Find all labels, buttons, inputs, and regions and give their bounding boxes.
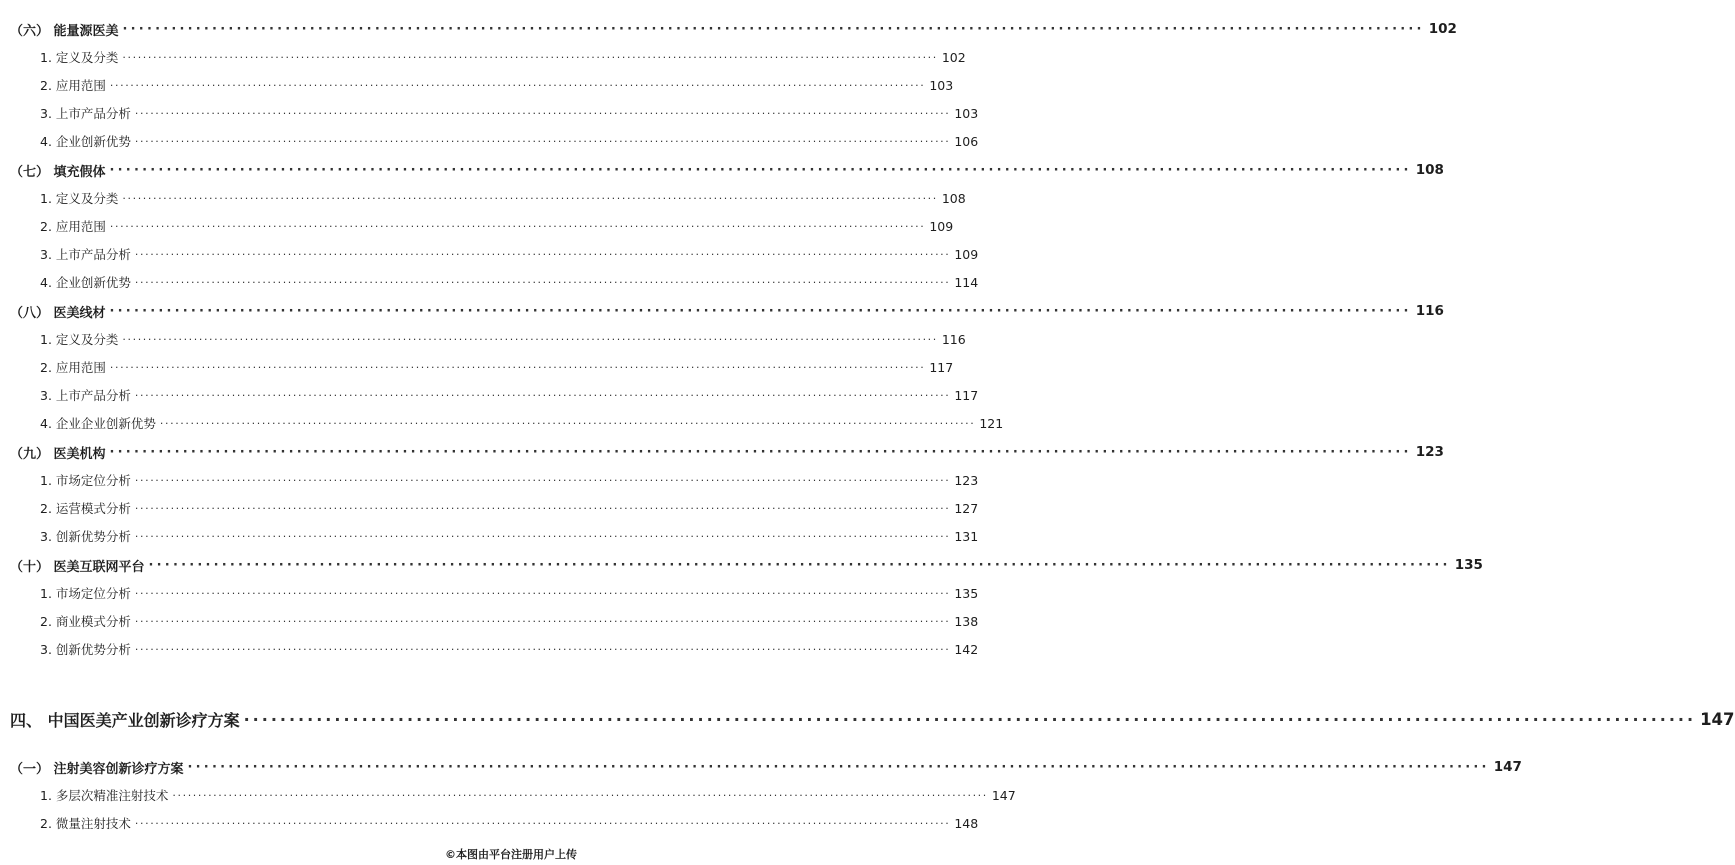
toc-page-number: 147 [1700, 709, 1735, 729]
dot-leader: ································································································································································ [134, 529, 951, 543]
toc-item[interactable] [0, 328, 966, 350]
toc-item[interactable] [0, 582, 979, 604]
toc-section-6[interactable] [0, 18, 1457, 40]
dot-leader: ································································································································································ [134, 642, 951, 656]
dot-leader: ································································································································································ [187, 759, 1490, 775]
toc-section-title: （一） 注射美容创新诊疗方案 [10, 761, 184, 777]
toc-section-7[interactable] [0, 159, 1444, 181]
dot-leader: ································································································································································ [134, 134, 951, 148]
toc-item[interactable] [0, 102, 979, 124]
dot-leader: ································································································································································ [134, 473, 951, 487]
toc-item-title: 2. 商业模式分析 [40, 614, 131, 629]
toc-item-title: 3. 上市产品分析 [40, 106, 131, 121]
toc-item-title: 1. 市场定位分析 [40, 586, 131, 601]
watermark: ©本图由平台注册用户上传 [445, 848, 577, 861]
toc-item[interactable] [0, 130, 979, 152]
toc-item[interactable] [0, 638, 979, 660]
toc-page-number: 114 [954, 274, 979, 290]
toc-item-title: 2. 应用范围 [40, 219, 106, 234]
toc-item-title: 3. 上市产品分析 [40, 247, 131, 262]
toc-item[interactable] [0, 243, 979, 265]
toc-page-number: 103 [954, 105, 979, 121]
dot-leader: ································································································································································ [122, 21, 1425, 37]
dot-leader: ································································································································································ [243, 709, 1697, 729]
toc-item-title: 2. 应用范围 [40, 78, 106, 93]
toc-item-title: 2. 微量注射技术 [40, 816, 131, 831]
dot-leader: ································································································································································ [134, 816, 951, 830]
toc-page-number: 121 [979, 415, 1004, 431]
toc-section-10[interactable] [0, 554, 1483, 576]
toc-page-number: 135 [954, 585, 979, 601]
dot-leader: ································································································································································ [122, 191, 938, 205]
toc-item-title: 1. 市场定位分析 [40, 473, 131, 488]
toc-item[interactable] [0, 46, 966, 68]
toc-page-number: 147 [991, 787, 1016, 803]
dot-leader: ································································································································································ [134, 247, 951, 261]
toc-item[interactable] [0, 610, 979, 632]
toc-section-title: （七） 填充假体 [10, 164, 106, 180]
toc-item-title: 4. 企业创新优势 [40, 134, 131, 149]
toc-page-number: 127 [954, 500, 979, 516]
dot-leader: ································································································································································ [109, 303, 1412, 319]
toc-page-number: 109 [954, 246, 979, 262]
toc-section-8[interactable] [0, 300, 1444, 322]
toc-page-number: 138 [954, 613, 979, 629]
toc-page-number: 123 [954, 472, 979, 488]
toc-page-number: 117 [929, 359, 954, 375]
toc-page-number: 109 [929, 218, 954, 234]
dot-leader: ································································································································································ [109, 78, 926, 92]
dot-leader: ································································································································································ [109, 360, 926, 374]
toc-page-number: 108 [1415, 162, 1444, 178]
toc-item-title: 1. 定义及分类 [40, 191, 119, 206]
dot-leader: ································································································································································ [172, 788, 988, 802]
toc-page-number: 116 [941, 331, 966, 347]
toc-item-title: 3. 上市产品分析 [40, 388, 131, 403]
toc-item[interactable] [0, 784, 1016, 806]
dot-leader: ································································································································································ [122, 332, 938, 346]
toc-item[interactable] [0, 384, 979, 406]
toc-item-title: 4. 企业企业创新优势 [40, 416, 156, 431]
toc-item-title: 1. 多层次精准注射技术 [40, 788, 169, 803]
toc-item[interactable] [0, 812, 979, 834]
toc-section-title: （六） 能量源医美 [10, 23, 119, 39]
toc-item-title: 3. 创新优势分析 [40, 642, 131, 657]
toc-page-number: 148 [954, 815, 979, 831]
toc-item-title: 2. 应用范围 [40, 360, 106, 375]
toc-page-number: 102 [1428, 21, 1457, 37]
toc-item[interactable] [0, 525, 979, 547]
toc-item[interactable] [0, 497, 979, 519]
toc-section-title: （八） 医美线材 [10, 305, 106, 321]
dot-leader: ································································································································································ [122, 50, 938, 64]
toc-page-number: 147 [1493, 759, 1522, 775]
toc-item[interactable] [0, 271, 979, 293]
toc-item[interactable] [0, 412, 1004, 434]
toc-item-title: 3. 创新优势分析 [40, 529, 131, 544]
toc-page-number: 108 [941, 190, 966, 206]
toc-page-number: 102 [941, 49, 966, 65]
toc-item-title: 2. 运营模式分析 [40, 501, 131, 516]
toc-item[interactable] [0, 187, 966, 209]
toc-item[interactable] [0, 469, 979, 491]
toc-item[interactable] [0, 74, 954, 96]
dot-leader: ································································································································································ [109, 162, 1412, 178]
toc-chapter-title: 四、 中国医美产业创新诊疗方案 [10, 710, 240, 730]
dot-leader: ································································································································································ [134, 275, 951, 289]
toc-item-title: 4. 企业创新优势 [40, 275, 131, 290]
toc-chapter-4-section-1[interactable] [0, 756, 1522, 778]
dot-leader: ································································································································································ [109, 444, 1412, 460]
dot-leader: ································································································································································ [148, 557, 1451, 573]
dot-leader: ································································································································································ [134, 106, 951, 120]
toc-item-title: 1. 定义及分类 [40, 50, 119, 65]
toc-item[interactable] [0, 356, 954, 378]
dot-leader: ································································································································································ [134, 388, 951, 402]
toc-chapter-4[interactable] [0, 705, 1735, 733]
toc-page-number: 142 [954, 641, 979, 657]
toc-page-number: 131 [954, 528, 979, 544]
toc-section-9[interactable] [0, 441, 1444, 463]
dot-leader: ································································································································································ [134, 586, 951, 600]
dot-leader: ································································································································································ [109, 219, 926, 233]
dot-leader: ································································································································································ [159, 416, 976, 430]
toc-page-number: 106 [954, 133, 979, 149]
toc-page-number: 135 [1454, 557, 1483, 573]
toc-page-number: 117 [954, 387, 979, 403]
toc-page-number: 123 [1415, 444, 1444, 460]
toc-item-title: 1. 定义及分类 [40, 332, 119, 347]
dot-leader: ································································································································································ [134, 614, 951, 628]
toc-section-title: （九） 医美机构 [10, 446, 106, 462]
toc-item[interactable] [0, 215, 954, 237]
toc-page-number: 103 [929, 77, 954, 93]
toc-page-number: 116 [1415, 303, 1444, 319]
toc-section-title: （十） 医美互联网平台 [10, 559, 145, 575]
dot-leader: ································································································································································ [134, 501, 951, 515]
